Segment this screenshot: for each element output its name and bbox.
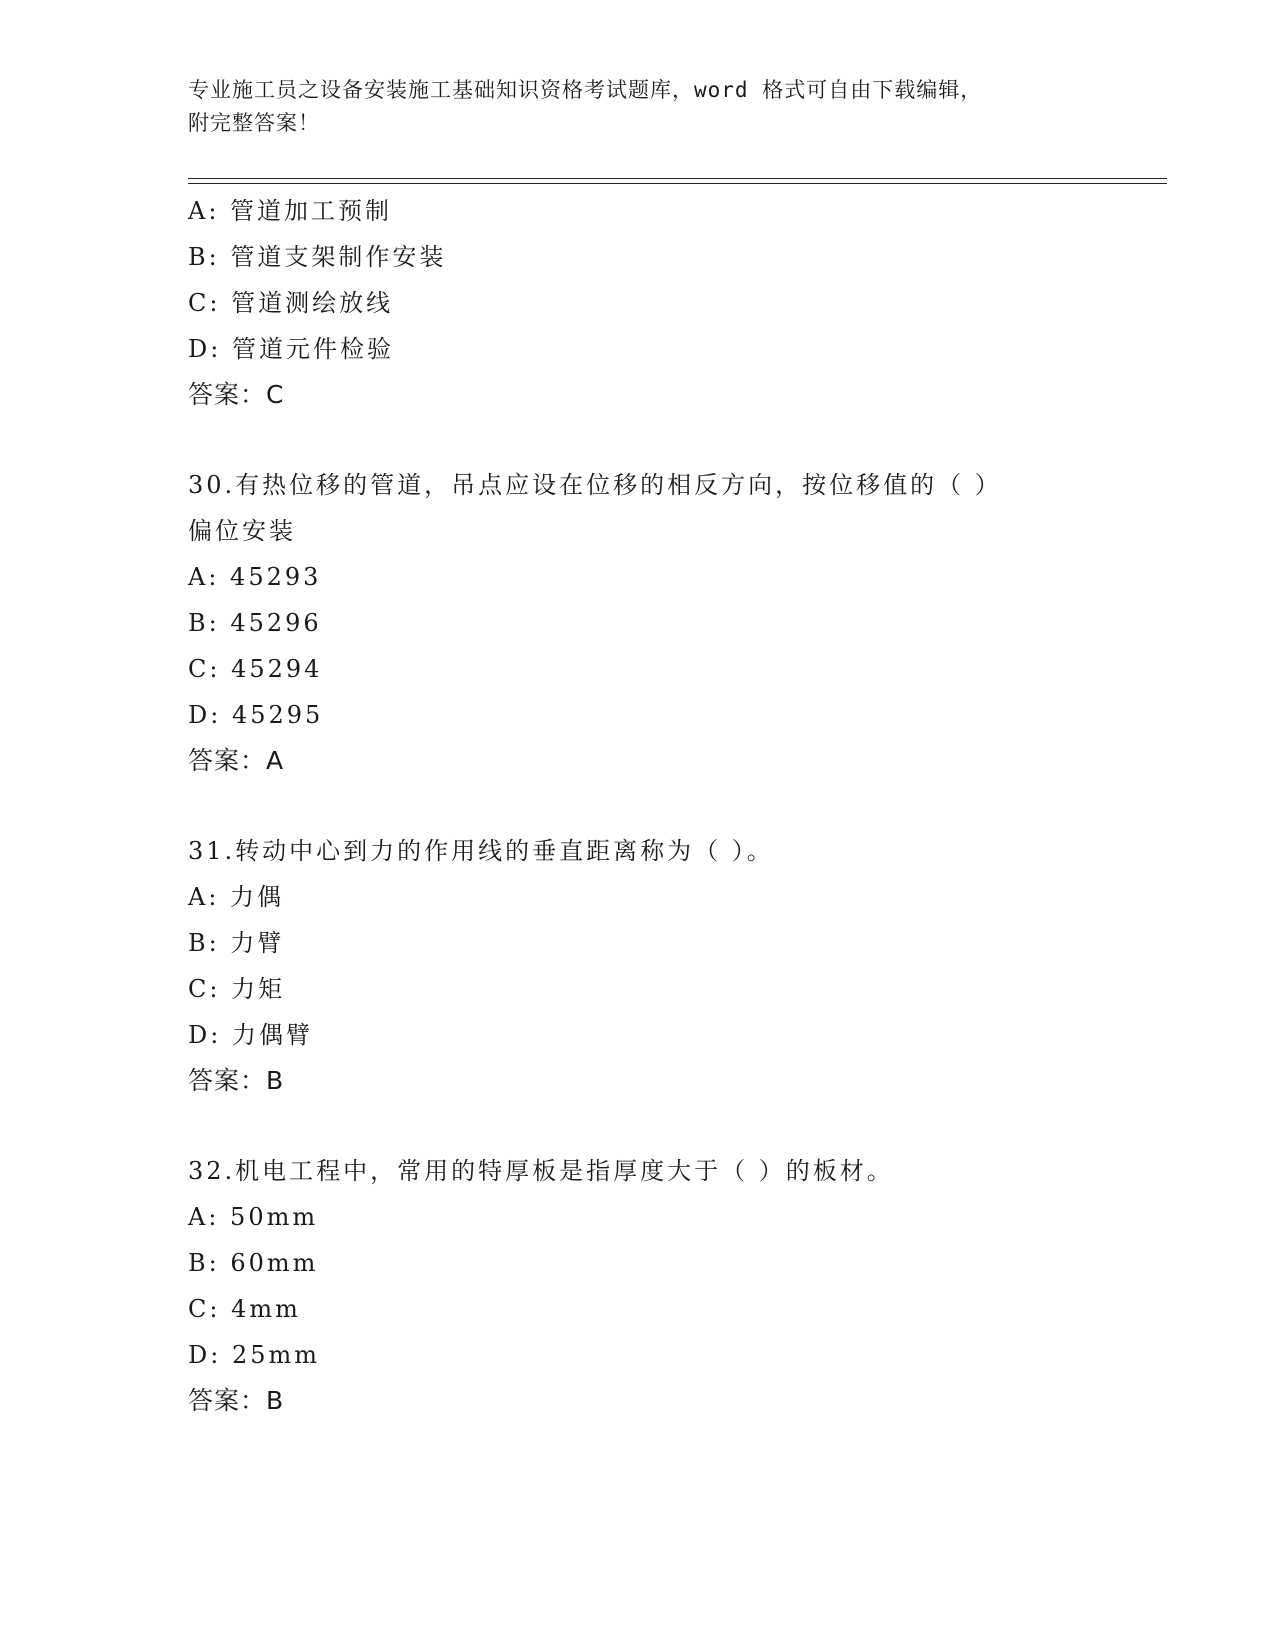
option-a: A: 50mm: [188, 1203, 319, 1231]
question-text-line-1: 31.转动中心到力的作用线的垂直距离称为（ ）。: [188, 837, 774, 865]
header-line-1: 专业施工员之设备安装施工基础知识资格考试题库，word 格式可自由下载编辑，: [188, 78, 983, 102]
option-b: B: 60mm: [188, 1249, 319, 1277]
option-d: D: 管道元件检验: [188, 335, 394, 363]
option-d: D: 25mm: [188, 1341, 321, 1369]
question-block: [188, 188, 1168, 418]
block-spacer: [188, 784, 1168, 828]
option-b: B: 力臂: [188, 929, 285, 957]
answer-line: 答案：B: [188, 1386, 285, 1415]
option-d: D: 45295: [188, 701, 324, 729]
option-b: B: 45296: [188, 609, 322, 637]
block-spacer: [188, 1104, 1168, 1148]
question-block: [188, 1148, 1168, 1424]
answer-line: 答案：B: [188, 1066, 285, 1095]
question-block: [188, 828, 1168, 1104]
header-divider-top: [188, 178, 1167, 179]
option-c: C: 45294: [188, 655, 323, 683]
question-text-line-1: 30.有热位移的管道，吊点应设在位移的相反方向，按位移值的（ ）: [188, 471, 1002, 499]
option-d: D: 力偶臂: [188, 1021, 313, 1049]
document-header: [188, 74, 1168, 140]
option-a: A: 管道加工预制: [188, 197, 393, 225]
question-block: [188, 462, 1168, 784]
header-divider-bottom: [188, 183, 1167, 184]
option-c: C: 4mm: [188, 1295, 301, 1323]
option-c: C: 管道测绘放线: [188, 289, 394, 317]
question-text-line-1: 32.机电工程中，常用的特厚板是指厚度大于（ ）的板材。: [188, 1157, 894, 1185]
answer-line: 答案：A: [188, 746, 285, 775]
option-b: B: 管道支架制作安装: [188, 243, 447, 271]
question-text-line-2: 偏位安装: [188, 517, 296, 545]
block-spacer: [188, 418, 1168, 462]
option-c: C: 力矩: [188, 975, 286, 1003]
option-a: A: 力偶: [188, 883, 285, 911]
option-a: A: 45293: [188, 563, 322, 591]
header-line-2: 附完整答案！: [188, 111, 320, 135]
question-list: [188, 188, 1168, 1424]
answer-line: 答案：C: [188, 380, 285, 409]
